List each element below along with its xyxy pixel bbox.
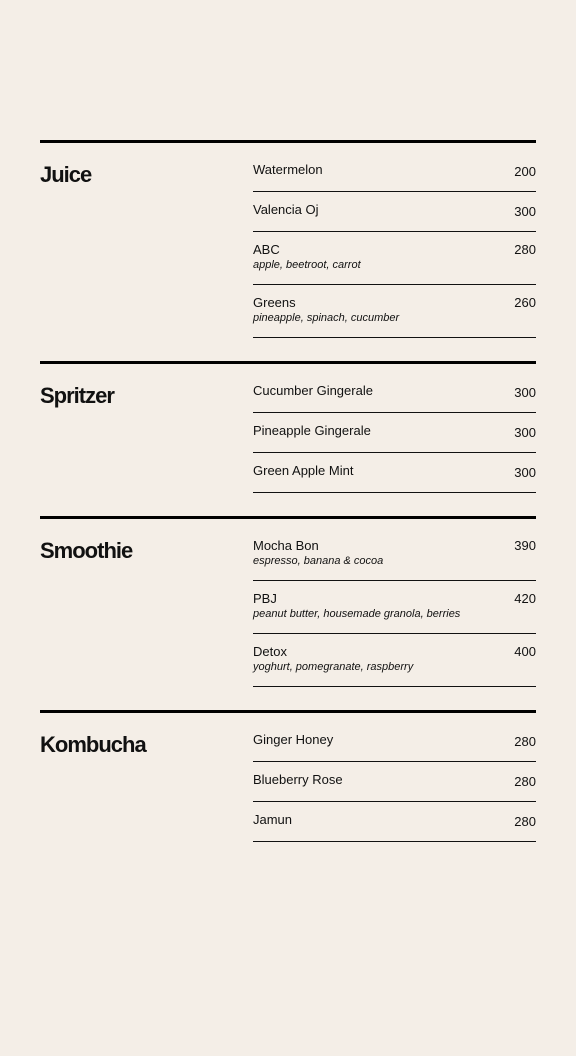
- item-price: 390: [514, 538, 536, 553]
- menu-item: [253, 242, 536, 285]
- item-price: 300: [514, 204, 536, 219]
- menu-section-spritzer: [40, 361, 536, 493]
- item-name: Greens: [253, 295, 296, 310]
- menu-item: [253, 812, 536, 842]
- menu-item: [253, 644, 536, 687]
- menu-section-kombucha: [40, 710, 536, 842]
- item-description: yoghurt, pomegranate, raspberry: [253, 661, 414, 673]
- item-text: [253, 538, 383, 568]
- menu-item: [253, 423, 536, 453]
- menu-item: [253, 162, 536, 192]
- item-price: 280: [514, 242, 536, 257]
- item-text: [253, 383, 373, 398]
- item-description: pineapple, spinach, cucumber: [253, 312, 400, 324]
- menu-item: [253, 772, 536, 802]
- item-text: [253, 242, 361, 272]
- item-price: 420: [514, 591, 536, 606]
- item-name: PBJ: [253, 591, 277, 606]
- item-price: 300: [514, 385, 536, 400]
- menu-item: [253, 538, 536, 581]
- item-price: 260: [514, 295, 536, 310]
- menu-item: [253, 295, 536, 338]
- menu: [40, 140, 536, 865]
- menu-item: [253, 383, 536, 413]
- item-name: Valencia Oj: [253, 202, 319, 217]
- item-description: espresso, banana & cocoa: [253, 555, 384, 567]
- item-description: peanut butter, housemade granola, berries: [253, 608, 461, 620]
- item-text: [253, 644, 413, 674]
- section-title: Spritzer: [40, 383, 114, 408]
- item-text: [253, 295, 399, 325]
- section-title: Juice: [40, 162, 92, 187]
- item-price: 200: [514, 164, 536, 179]
- item-name: Ginger Honey: [253, 732, 334, 747]
- menu-section-juice: [40, 140, 536, 338]
- item-text: [253, 162, 323, 177]
- item-text: [253, 463, 353, 478]
- item-list: [253, 143, 536, 338]
- item-name: Detox: [253, 644, 287, 659]
- item-description: apple, beetroot, carrot: [253, 259, 361, 271]
- menu-item: [253, 463, 536, 493]
- item-text: [253, 772, 343, 787]
- item-name: Green Apple Mint: [253, 463, 354, 478]
- menu-item: [253, 591, 536, 634]
- item-price: 280: [514, 814, 536, 829]
- item-price: 280: [514, 774, 536, 789]
- item-price: 300: [514, 465, 536, 480]
- menu-section-smoothie: [40, 516, 536, 687]
- item-list: [253, 364, 536, 493]
- item-price: 400: [514, 644, 536, 659]
- menu-item: [253, 202, 536, 232]
- item-name: Jamun: [253, 812, 293, 827]
- item-name: Pineapple Gingerale: [253, 423, 371, 438]
- item-text: [253, 423, 371, 438]
- item-name: Mocha Bon: [253, 538, 319, 553]
- section-title: Kombucha: [40, 732, 146, 757]
- item-list: [253, 713, 536, 842]
- item-text: [253, 732, 333, 747]
- menu-item: [253, 732, 536, 762]
- item-name: Blueberry Rose: [253, 772, 343, 787]
- item-price: 300: [514, 425, 536, 440]
- item-name: Watermelon: [253, 162, 323, 177]
- item-text: [253, 202, 319, 217]
- item-list: [253, 519, 536, 687]
- item-text: [253, 812, 292, 827]
- item-name: ABC: [253, 242, 280, 257]
- section-title: Smoothie: [40, 538, 133, 563]
- item-name: Cucumber Gingerale: [253, 383, 373, 398]
- item-price: 280: [514, 734, 536, 749]
- item-text: [253, 591, 460, 621]
